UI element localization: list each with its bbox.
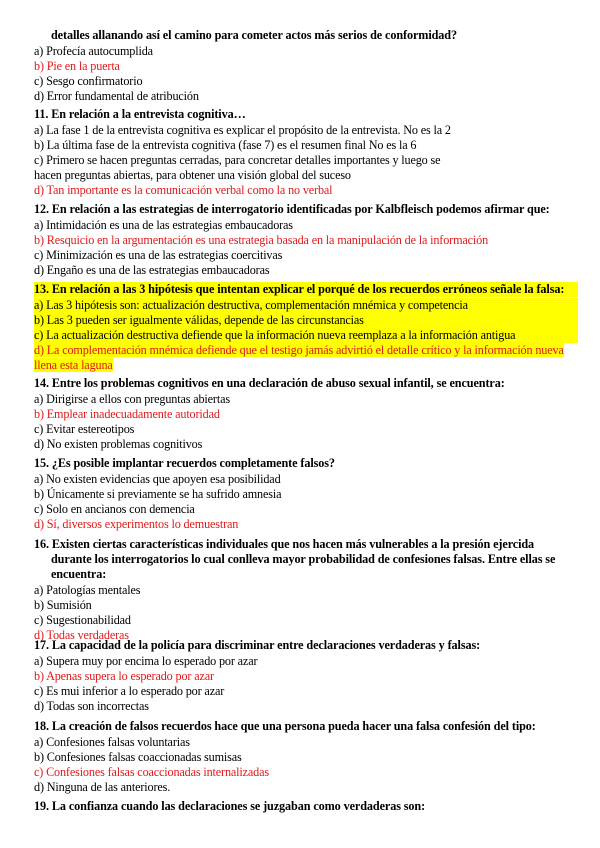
- q17-option-d: d) Todas son incorrectas: [34, 699, 149, 713]
- q14-option-d: d) No existen problemas cognitivos: [34, 437, 203, 451]
- q14-option-a: a) Dirigirse a ellos con preguntas abiertas: [34, 392, 230, 406]
- question-16: [34, 537, 578, 643]
- q13-option-b: b) Las 3 pueden ser igualmente válidas, depende de las circunstancias: [34, 313, 578, 328]
- question-13-title: 13. En relación a las 3 hipótesis que intentan explicar el porqué de los recuerdos erróneos señale la falsa:: [34, 282, 578, 297]
- q11-option-b: b) La última fase de la entrevista cognitiva (fase 7) es el resumen final No es la 6: [34, 138, 417, 152]
- q18-option-b: b) Confesiones falsas coaccionadas sumisas: [34, 750, 242, 764]
- question-19-title: 19. La confianza cuando las declaraciones se juzgaban como verdaderas son:: [34, 799, 426, 813]
- question-16-title-line-2: durante los interrogatorios lo cual conlleva mayor probabilidad de confesiones falsas. Entre ellas se: [51, 552, 556, 566]
- q13-option-c: c) La actualización destructiva defiende que la información nueva reemplaza a la información antigua: [34, 328, 578, 343]
- q11-option-a: a) La fase 1 de la entrevista cognitiva es explicar el propósito de la entrevista. No es la 2: [34, 123, 451, 137]
- q18-option-c: c) Confesiones falsas coaccionadas internalizadas: [34, 765, 269, 779]
- question-12-title: 12. En relación a las estrategias de interrogatorio identificadas por Kalbfleisch podemos afirmar que:: [34, 202, 550, 216]
- q18-option-a: a) Confesiones falsas voluntarias: [34, 735, 190, 749]
- question-18-title: 18. La creación de falsos recuerdos hace que una persona pueda hacer una falsa confesión del tipo:: [34, 719, 536, 733]
- q11-option-c: c) Primero se hacen preguntas cerradas, para concretar detalles importantes y luego se: [34, 153, 441, 167]
- q15-option-a: a) No existen evidencias que apoyen esa posibilidad: [34, 472, 281, 486]
- question-16-title-line-3: encuentra:: [51, 567, 107, 581]
- question-19: [34, 799, 578, 815]
- q14-option-b: b) Emplear inadecuadamente autoridad: [34, 407, 220, 421]
- q13-option-d: [34, 343, 578, 373]
- q13-option-d-text: d) La complementación mnémica defiende que el testigo jamás advirtió el detalle crítico y la información nueva llena esta laguna: [34, 343, 564, 372]
- q17-option-c: c) Es mui inferior a lo esperado por azar: [34, 684, 225, 698]
- q10-option-a: a) Profecía autocumplida: [34, 44, 153, 58]
- q13-option-a: a) Las 3 hipótesis son: actualización destructiva, complementación mnémica y competencia: [34, 298, 578, 313]
- question-14-title: 14. Entre los problemas cognitivos en una declaración de abuso sexual infantil, se encuentra:: [34, 376, 505, 390]
- q16-option-a: a) Patologías mentales: [34, 583, 141, 597]
- question-15: [34, 456, 578, 532]
- q16-option-d: d) Todas verdaderas: [34, 628, 129, 642]
- q10-option-d: d) Error fundamental de atribución: [34, 89, 199, 103]
- q16-option-c: c) Sugestionabilidad: [34, 613, 131, 627]
- q18-option-d: d) Ninguna de las anteriores.: [34, 780, 171, 794]
- q10-option-b: b) Pie en la puerta: [34, 59, 120, 73]
- q12-option-b: b) Resquicio en la argumentación es una estrategia basada en la manipulación de la información: [34, 233, 489, 247]
- q16-option-b: b) Sumisión: [34, 598, 92, 612]
- q12-option-d: d) Engaño es una de las estrategias embaucadoras: [34, 263, 270, 277]
- q14-option-c: c) Evitar estereotipos: [34, 422, 135, 436]
- q15-option-b: b) Únicamente si previamente se ha sufrido amnesia: [34, 487, 282, 501]
- q15-option-d: d) Sí, diversos experimentos lo demuestran: [34, 517, 239, 531]
- question-13: [34, 282, 578, 373]
- question-11-title: 11. En relación a la entrevista cognitiva…: [34, 107, 246, 121]
- question-18: [34, 719, 578, 795]
- q11-option-c-cont: hacen preguntas abiertas, para obtener una visión global del suceso: [34, 168, 351, 182]
- question-15-title: 15. ¿Es posible implantar recuerdos completamente falsos?: [34, 456, 335, 470]
- q12-option-c: c) Minimización es una de las estrategias coercitivas: [34, 248, 283, 262]
- question-16-title-line-1: 16. Existen ciertas características individuales que nos hacen más vulnerables a la presión ejercida: [34, 537, 535, 551]
- q17-option-b: b) Apenas supera lo esperado por azar: [34, 669, 214, 683]
- q17-option-a: a) Supera muy por encima lo esperado por azar: [34, 654, 258, 668]
- question-17-title: 17. La capacidad de la policía para discriminar entre declaraciones verdaderas y falsas:: [34, 638, 481, 652]
- question-12: [34, 202, 578, 278]
- q12-option-a: a) Intimidación es una de las estrategias embaucadoras: [34, 218, 293, 232]
- question-11: [34, 107, 578, 198]
- q15-option-c: c) Solo en ancianos con demencia: [34, 502, 195, 516]
- question-14: [34, 376, 578, 452]
- q11-option-d: d) Tan importante es la comunicación verbal como la no verbal: [34, 183, 333, 197]
- q10-option-c: c) Sesgo confirmatorio: [34, 74, 143, 88]
- question-10-title-tail: detalles allanando así el camino para cometer actos más serios de conformidad?: [51, 28, 457, 42]
- question-10: [34, 28, 578, 104]
- question-17: [34, 638, 578, 714]
